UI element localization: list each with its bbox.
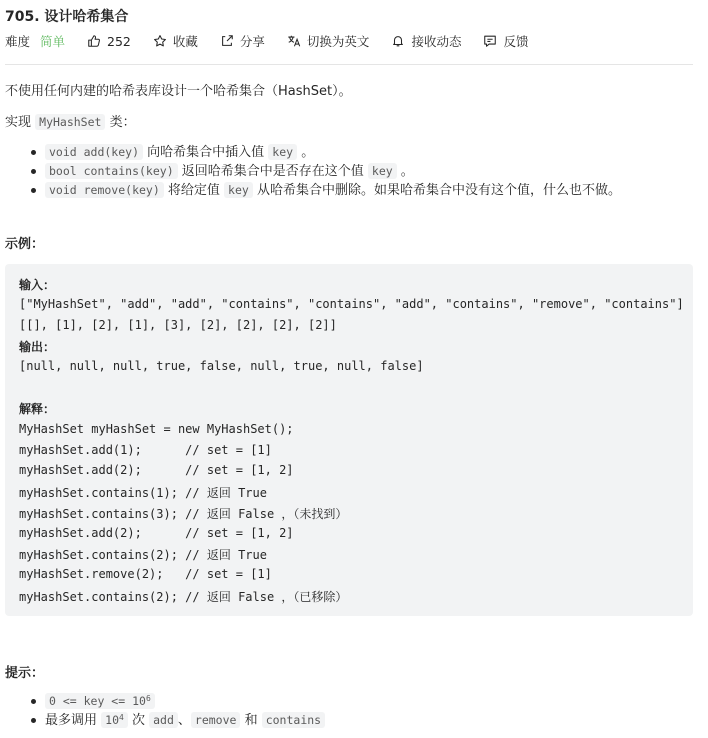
impl-suffix: 类： (105, 115, 136, 130)
method-text: 向哈希集合中插入值 (143, 145, 269, 160)
constraint-exponent: 4 (119, 713, 124, 722)
switch-language-button[interactable] (287, 32, 370, 50)
subscribe-button[interactable] (391, 32, 461, 50)
impl-line (5, 111, 136, 130)
constraint-base: 0 <= key <= 10 (49, 694, 146, 708)
constraint-code (101, 712, 128, 728)
list-item (27, 143, 621, 162)
op-remove-code: remove (191, 712, 241, 728)
input-line-2: [[], [1], [2], [1], [3], [2], [2], [2], [2]] (19, 318, 337, 332)
explain-line: myHashSet.contains(2); // 返回 True (19, 548, 267, 562)
like-count: 252 (107, 33, 131, 49)
difficulty-label: 难度 (5, 34, 31, 49)
op-contains-code: contains (262, 712, 325, 728)
translate-icon (287, 34, 301, 48)
feedback-label: 反馈 (503, 34, 529, 49)
feedback-icon (483, 34, 497, 48)
problem-meta-bar (5, 32, 693, 50)
key-code: key (224, 182, 253, 198)
favorite-label: 收藏 (172, 34, 198, 49)
op-add-code: add (149, 712, 178, 728)
input-label: 输入： (19, 278, 56, 292)
subscribe-label: 接收动态 (411, 34, 462, 49)
method-code: void remove(key) (45, 182, 164, 198)
explain-line: myHashSet.add(2); // set = [1, 2] (19, 526, 294, 540)
feedback-button[interactable] (483, 32, 528, 50)
share-label: 分享 (239, 34, 265, 49)
explain-line: MyHashSet myHashSet = new MyHashSet(); (19, 422, 294, 436)
difficulty-value: 简单 (40, 34, 66, 49)
hints-heading: 提示： (5, 666, 45, 681)
explain-line: myHashSet.add(1); // set = [1] (19, 443, 272, 457)
share-icon (220, 34, 234, 48)
list-item (27, 181, 621, 200)
key-code: key (268, 144, 297, 160)
method-list (27, 143, 621, 200)
list-item (27, 692, 325, 711)
key-code: key (368, 163, 397, 179)
input-line-1: ["MyHashSet", "add", "add", "contains", "contains", "add", "contains", "remove", "contains"] (19, 297, 684, 311)
method-text: 。 (297, 145, 315, 160)
method-code: void add(key) (45, 144, 143, 160)
output-label: 输出： (19, 340, 56, 354)
impl-prefix: 实现 (5, 115, 36, 130)
bell-icon (391, 34, 405, 48)
output-line: [null, null, null, true, false, null, true, null, false] (19, 359, 424, 373)
list-item (27, 162, 621, 181)
separator: 、 (177, 713, 191, 728)
star-icon (153, 34, 167, 48)
problem-title: 705. 设计哈希集合 (5, 9, 129, 25)
constraint-text: 最多调用 (45, 713, 102, 728)
method-text: 返回哈希集合中是否存在这个值 (177, 164, 368, 179)
explain-line: myHashSet.add(2); // set = [1, 2] (19, 463, 294, 477)
constraint-text: 次 (127, 713, 150, 728)
constraint-text: 和 (240, 713, 262, 728)
method-text: 从哈希集合中删除。如果哈希集合中没有这个值，什么也不做。 (252, 183, 621, 198)
method-code: bool contains(key) (45, 163, 178, 179)
thumb-up-icon (87, 34, 101, 48)
explain-label: 解释： (19, 402, 56, 416)
impl-class-code: MyHashSet (35, 114, 105, 130)
constraint-code (45, 693, 155, 709)
share-button[interactable] (220, 32, 265, 50)
constraint-base: 10 (105, 713, 119, 727)
method-text: 。 (396, 164, 414, 179)
favorite-button[interactable] (153, 32, 198, 50)
meta-divider (5, 64, 693, 65)
constraint-list (27, 692, 325, 730)
difficulty (5, 32, 65, 50)
explain-line: myHashSet.contains(1); // 返回 True (19, 486, 267, 500)
list-item (27, 711, 325, 730)
constraint-exponent: 6 (145, 694, 151, 703)
explain-line: myHashSet.contains(2); // 返回 False ，（已移除） (19, 590, 348, 604)
example-heading: 示例： (5, 237, 45, 252)
switch-language-label: 切换为英文 (306, 34, 370, 49)
like-button[interactable] (87, 34, 131, 49)
example-code-block (5, 264, 693, 616)
explain-line: myHashSet.remove(2); // set = [1] (19, 567, 272, 581)
explain-line: myHashSet.contains(3); // 返回 False ，（未找到） (19, 507, 348, 521)
problem-intro: 不使用任何内建的哈希表库设计一个哈希集合（HashSet）。 (5, 84, 352, 99)
method-text: 将给定值 (163, 183, 225, 198)
